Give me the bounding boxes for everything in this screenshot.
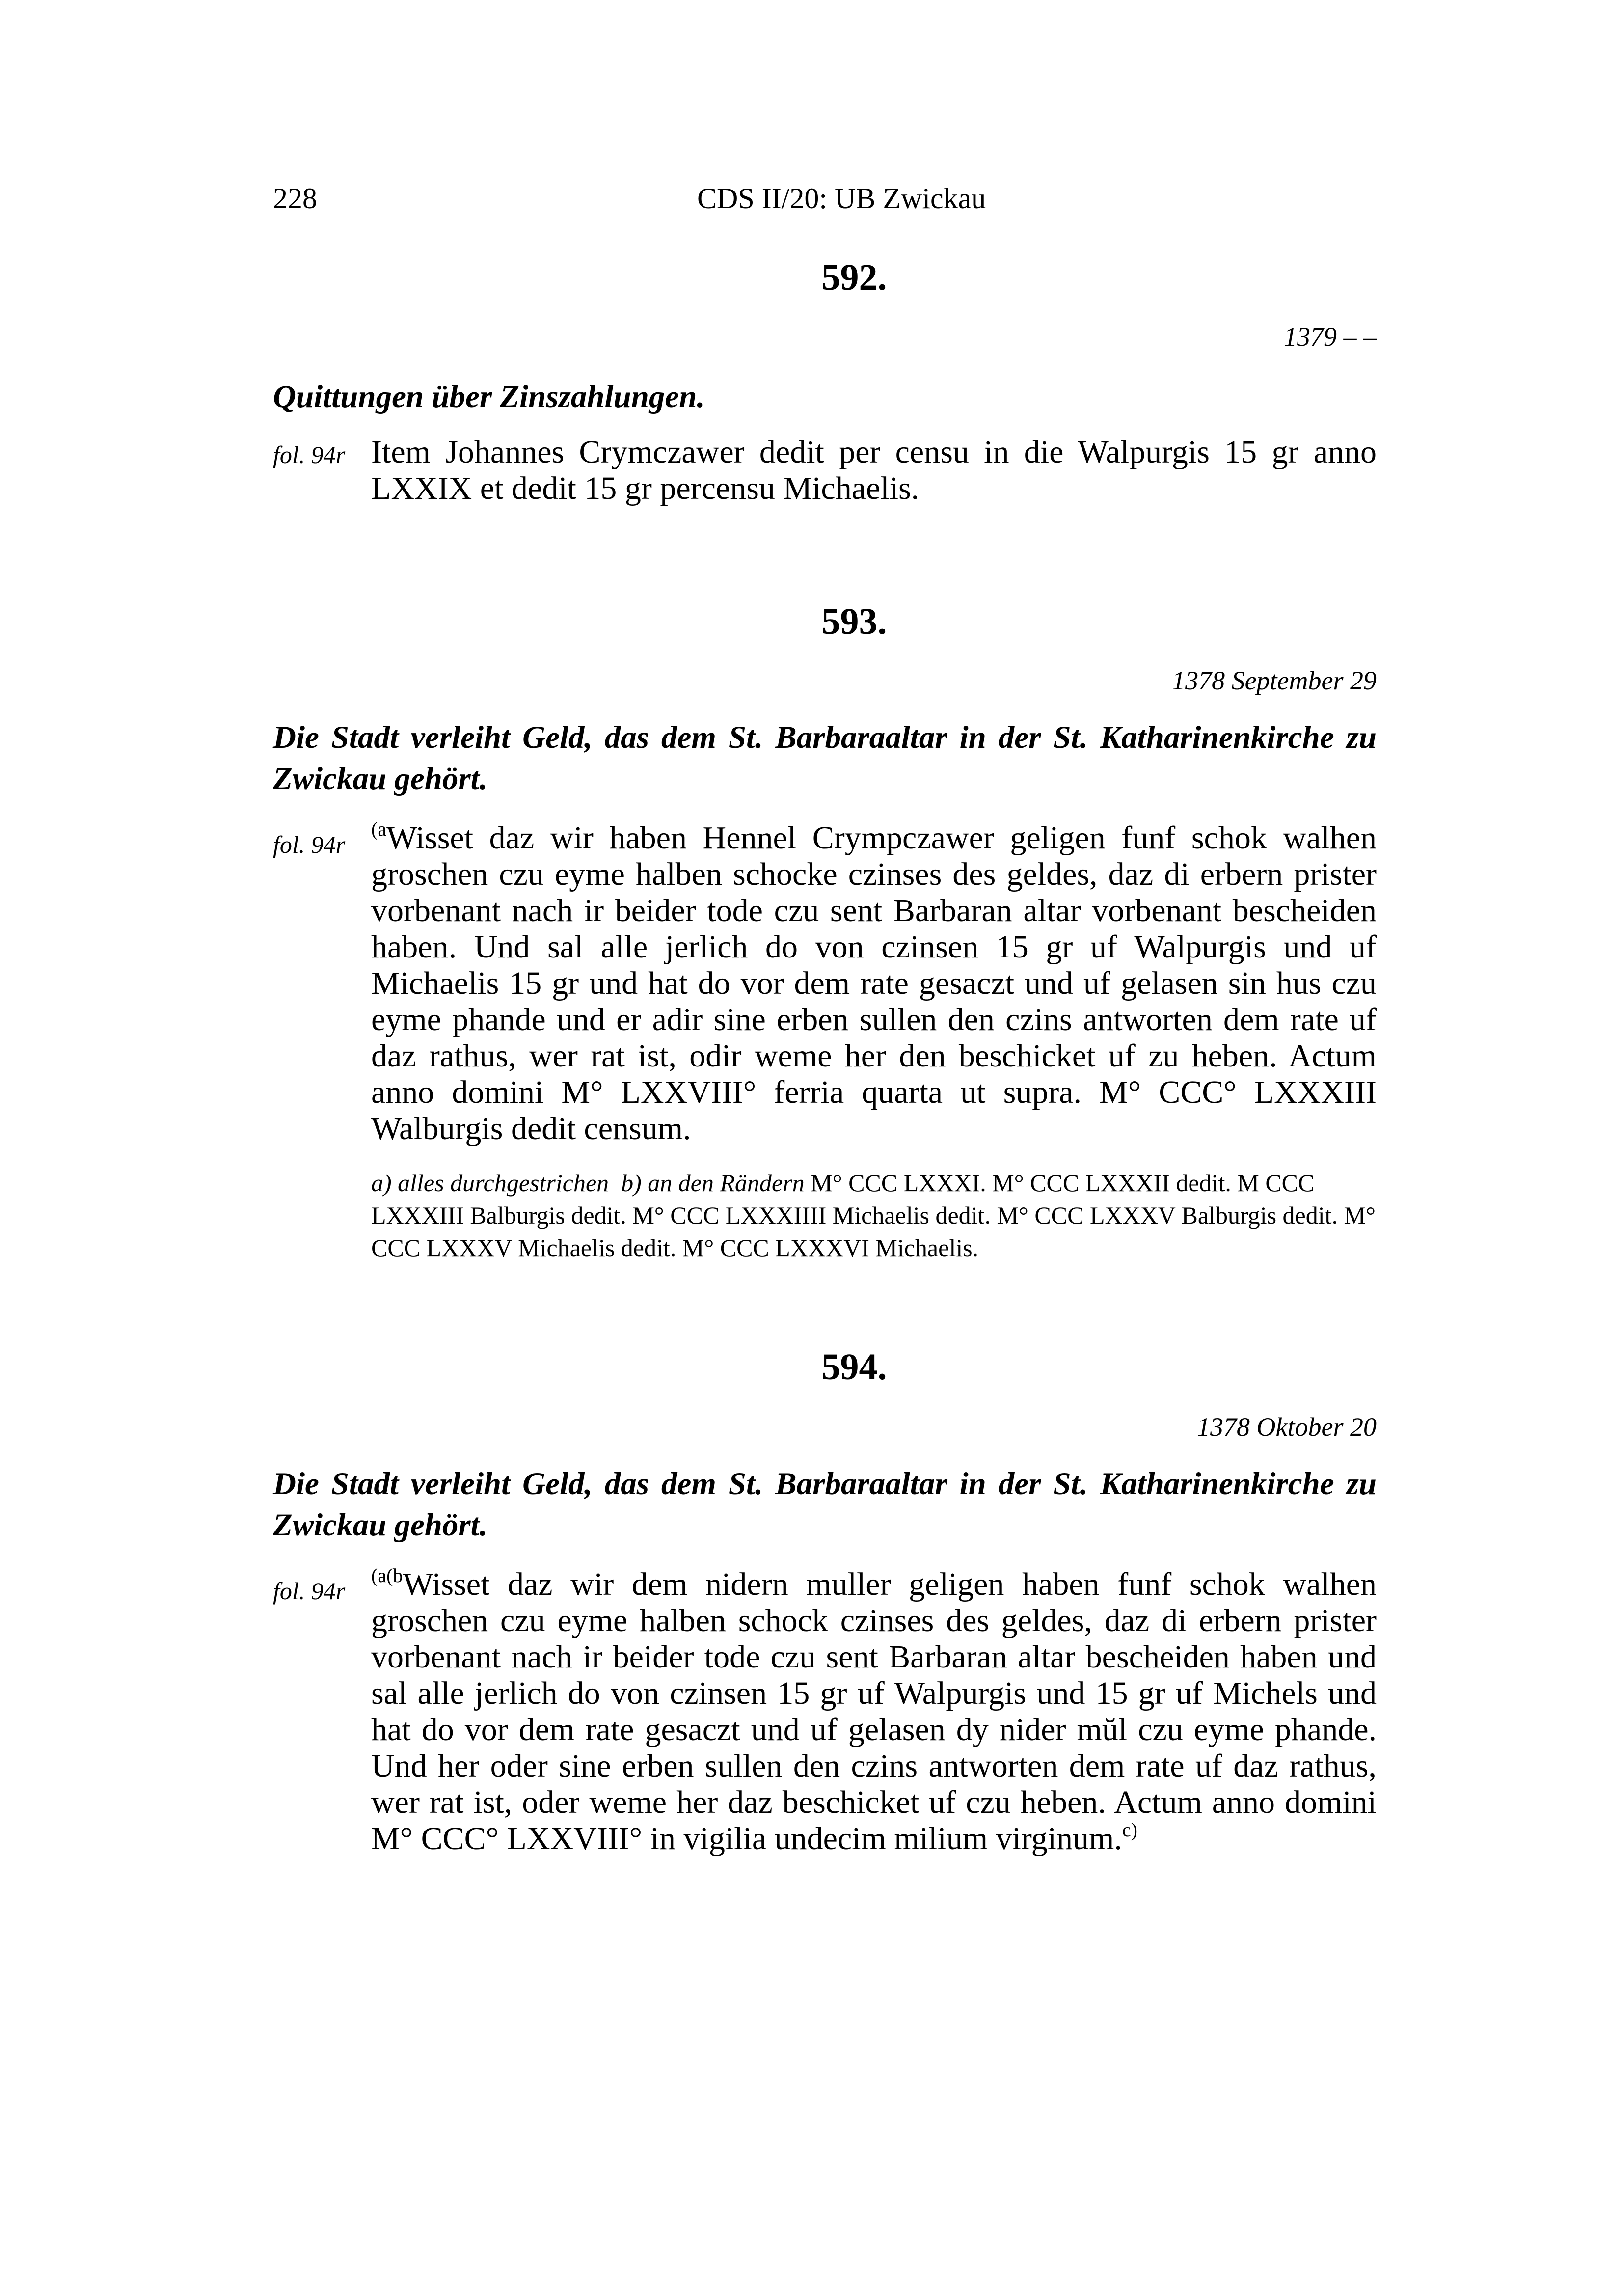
entry-592-number: 592. [821,257,887,298]
entry-594-number: 594. [821,1346,887,1388]
entry-593-date: 1378 September 29 [1172,666,1377,695]
footnote-a: a) alles durchgestrichen [371,1169,609,1197]
entry-593-footnotes [371,1167,1377,1264]
entry-594-folio: fol. 94r [273,1577,346,1605]
entry-593-number: 593. [821,601,887,642]
entry-593-body: Wisset daz wir haben Hennel Crympczawer geligen funf schok walhen groschen czu eyme halben schocke czinses des geldes, daz di erbern prister vorbenant nach ir beider tode czu sent Barbaran altar vorbenant bescheiden haben. Und sal alle jerlich do von czinsen 15 gr uf Walpurgis und uf Michaelis 15 gr und hat do vor dem rate gesaczt und uf gelasen sin hus czu eyme phande und er adir sine erben sullen den czins antworten dem rate uf daz rathus, wer rat ist, odir weme her den beschicket uf zu heben. Actum anno domini M° LXXVIII° ferria quarta ut supra. M° CCC° LXXXIII Walburgis dedit censum. [371,820,1377,1147]
entry-593-folio: fol. 94r [273,831,346,858]
entry-592-text: Item Johannes Crymczawer dedit per censu in die Walpurgis 15 gr anno LXXIX et dedit 15 gr percensu Michaelis. [371,434,1377,506]
page-number: 228 [273,182,317,215]
entry-592-date: 1379 – – [1284,322,1377,352]
entry-592-title: Quittungen über Zinszahlungen. [273,379,705,414]
footnote-mark-ab: (a(b [371,1564,403,1586]
footnote-mark-c: c) [1122,1819,1137,1841]
footnote-b-label: b) an den Rändern [621,1169,805,1197]
entry-593-title: Die Stadt verleiht Geld, das dem St. Barbaraaltar in der St. Katharinenkirche zu Zwickau gehört. [273,720,1377,796]
footnote-b-text: M° CCC LXXXI. M° CCC LXXXII dedit. M CCC LXXXIII Balburgis dedit. M° CCC LXXXIIII Michaelis dedit. M° CCC LXXXV Balburgis dedit. M° CCC LXXXV Michaelis dedit. M° CCC LXXXVI Michaelis. [371,1169,1376,1261]
running-title: CDS II/20: UB Zwickau [697,182,986,215]
entry-594-body: Wisset daz wir dem nidern muller geligen haben funf schok walhen groschen czu eyme halben schock czinses des geldes, daz di erbern prister vorbenant nach ir beider tode czu sent Barbaran altar bescheiden haben und sal alle jerlich do von czinsen 15 gr uf Walpurgis und 15 gr uf Michels und hat do vor dem rate gesaczt und uf gelasen dy nider mŭl czu eyme phande. Und her oder sine erben sullen den czins antworten dem rate uf daz rathus, wer rat ist, oder weme her daz beschicket uf czu heben. Actum anno domini M° CCC° LXXVIII° in vigilia undecim milium virginum. [371,1566,1377,1857]
entry-593-text [371,820,1377,1147]
entry-594-date: 1378 Oktober 20 [1197,1412,1377,1442]
entry-592-folio: fol. 94r [273,441,346,468]
footnote-mark-a: (a [371,818,387,840]
entry-594-text [371,1566,1377,1857]
entry-594-title: Die Stadt verleiht Geld, das dem St. Barbaraaltar in der St. Katharinenkirche zu Zwickau gehört. [273,1466,1377,1543]
